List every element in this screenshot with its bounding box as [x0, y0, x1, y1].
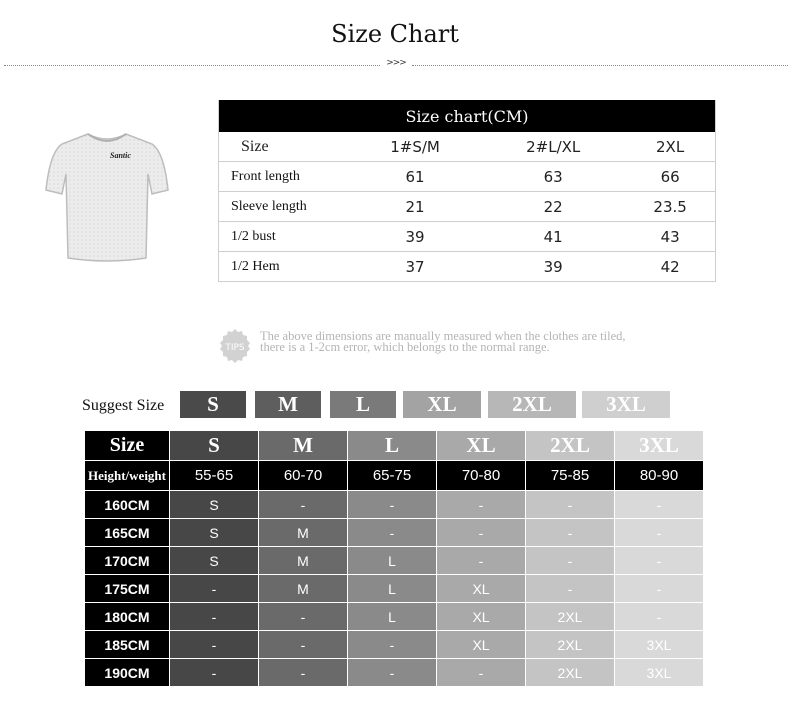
grid-cell: 2XL: [526, 659, 615, 687]
suggest-size-grid: [84, 430, 704, 687]
weight-cell: 60-70: [259, 461, 348, 491]
grid-cell: 2XL: [526, 603, 615, 631]
grid-cell: XL: [437, 603, 526, 631]
height-label: 165CM: [85, 519, 170, 547]
grid-cell: M: [259, 547, 348, 575]
grid-cell: M: [259, 519, 348, 547]
grid-cell: S: [170, 519, 259, 547]
grid-cell: -: [437, 519, 526, 547]
table-row: [85, 631, 704, 659]
grid-cell: 2XL: [526, 631, 615, 659]
grid-weight-row: [85, 461, 704, 491]
tips-badge-icon: [217, 328, 253, 364]
size-chip-2xl: 2XL: [488, 391, 576, 418]
weight-cell: 75-85: [526, 461, 615, 491]
grid-cell: M: [259, 575, 348, 603]
height-label: 175CM: [85, 575, 170, 603]
cell: 39: [349, 222, 481, 252]
row-label: Sleeve length: [219, 192, 350, 222]
table-row: [85, 547, 704, 575]
grid-hw-label: Height/weight: [85, 461, 170, 491]
grid-cell: L: [348, 575, 437, 603]
row-label: 1/2 Hem: [219, 252, 350, 282]
grid-size-3xl: 3XL: [615, 431, 704, 461]
cell: 37: [349, 252, 481, 282]
tips-line-2: there is a 1-2cm error, which belongs to the normal range.: [260, 340, 550, 354]
height-label: 160CM: [85, 491, 170, 519]
table-row: [85, 519, 704, 547]
brand-text: Santic: [110, 151, 131, 160]
cell: 66: [625, 162, 715, 192]
grid-cell: -: [348, 519, 437, 547]
size-chip-s: S: [180, 391, 246, 418]
cell: 21: [349, 192, 481, 222]
row-label: 1/2 bust: [219, 222, 350, 252]
grid-size-row: [85, 431, 704, 461]
size-chart-caption: Size chart(CM): [219, 100, 716, 132]
tips-note: [260, 331, 720, 353]
title-divider: [0, 58, 790, 72]
grid-cell: -: [615, 575, 704, 603]
height-label: 180CM: [85, 603, 170, 631]
row-label: Front length: [219, 162, 350, 192]
page-title: Size Chart: [331, 20, 459, 48]
grid-cell: -: [526, 575, 615, 603]
tips-line-1: The above dimensions are manually measured when the clothes are tiled,: [260, 329, 626, 343]
table-row: [85, 603, 704, 631]
grid-cell: -: [526, 491, 615, 519]
weight-cell: 70-80: [437, 461, 526, 491]
tips-badge-text: TIPS: [225, 343, 245, 353]
table-row: [219, 222, 716, 252]
grid-cell: 3XL: [615, 631, 704, 659]
divider-line-right: [412, 65, 788, 66]
grid-cell: -: [170, 659, 259, 687]
table-row: [219, 252, 716, 282]
cell: 22: [481, 192, 625, 222]
grid-cell: -: [526, 519, 615, 547]
suggest-size-label: Suggest Size: [82, 397, 165, 414]
grid-cell: -: [437, 547, 526, 575]
grid-cell: -: [348, 659, 437, 687]
cell: 42: [625, 252, 715, 282]
grid-cell: -: [259, 603, 348, 631]
size-header-label: Size: [219, 132, 350, 162]
chevrons-icon: >>>: [386, 58, 406, 68]
divider-line-left: [4, 65, 380, 66]
grid-cell: XL: [437, 631, 526, 659]
grid-cell: -: [259, 659, 348, 687]
grid-cell: L: [348, 603, 437, 631]
size-chip-xl: XL: [403, 391, 481, 418]
grid-cell: XL: [437, 575, 526, 603]
weight-cell: 65-75: [348, 461, 437, 491]
cell: 61: [349, 162, 481, 192]
grid-cell: 3XL: [615, 659, 704, 687]
grid-cell: -: [615, 491, 704, 519]
cell: 63: [481, 162, 625, 192]
table-row: [219, 192, 716, 222]
grid-cell: -: [170, 575, 259, 603]
cell: 23.5: [625, 192, 715, 222]
grid-cell: S: [170, 547, 259, 575]
size-chart-table: [218, 100, 716, 282]
size-col-2: 2#L/XL: [481, 132, 625, 162]
cell: 41: [481, 222, 625, 252]
grid-size-2xl: 2XL: [526, 431, 615, 461]
tshirt-image: [40, 126, 174, 266]
grid-cell: -: [615, 519, 704, 547]
grid-size-s: S: [170, 431, 259, 461]
size-chip-m: M: [255, 391, 321, 418]
grid-cell: -: [348, 491, 437, 519]
tshirt-icon: [40, 126, 174, 266]
table-row: [85, 491, 704, 519]
grid-size-l: L: [348, 431, 437, 461]
size-col-3: 2XL: [625, 132, 715, 162]
table-row: [85, 659, 704, 687]
height-label: 185CM: [85, 631, 170, 659]
grid-cell: -: [615, 547, 704, 575]
grid-cell: -: [437, 659, 526, 687]
size-col-1: 1#S/M: [349, 132, 481, 162]
size-chip-3xl: 3XL: [582, 391, 670, 418]
weight-cell: 80-90: [615, 461, 704, 491]
grid-size-xl: XL: [437, 431, 526, 461]
table-row: [219, 162, 716, 192]
grid-cell: S: [170, 491, 259, 519]
grid-cell: -: [170, 631, 259, 659]
grid-cell: -: [348, 631, 437, 659]
weight-cell: 55-65: [170, 461, 259, 491]
size-chart-header-row: [219, 132, 716, 162]
grid-cell: L: [348, 547, 437, 575]
grid-cell: -: [526, 547, 615, 575]
table-row: [85, 575, 704, 603]
grid-cell: -: [170, 603, 259, 631]
height-label: 190CM: [85, 659, 170, 687]
grid-size-label: Size: [85, 431, 170, 461]
height-label: 170CM: [85, 547, 170, 575]
grid-cell: -: [259, 631, 348, 659]
cell: 43: [625, 222, 715, 252]
grid-cell: -: [615, 603, 704, 631]
size-chip-l: L: [330, 391, 396, 418]
grid-cell: -: [259, 491, 348, 519]
cell: 39: [481, 252, 625, 282]
grid-size-m: M: [259, 431, 348, 461]
grid-cell: -: [437, 491, 526, 519]
